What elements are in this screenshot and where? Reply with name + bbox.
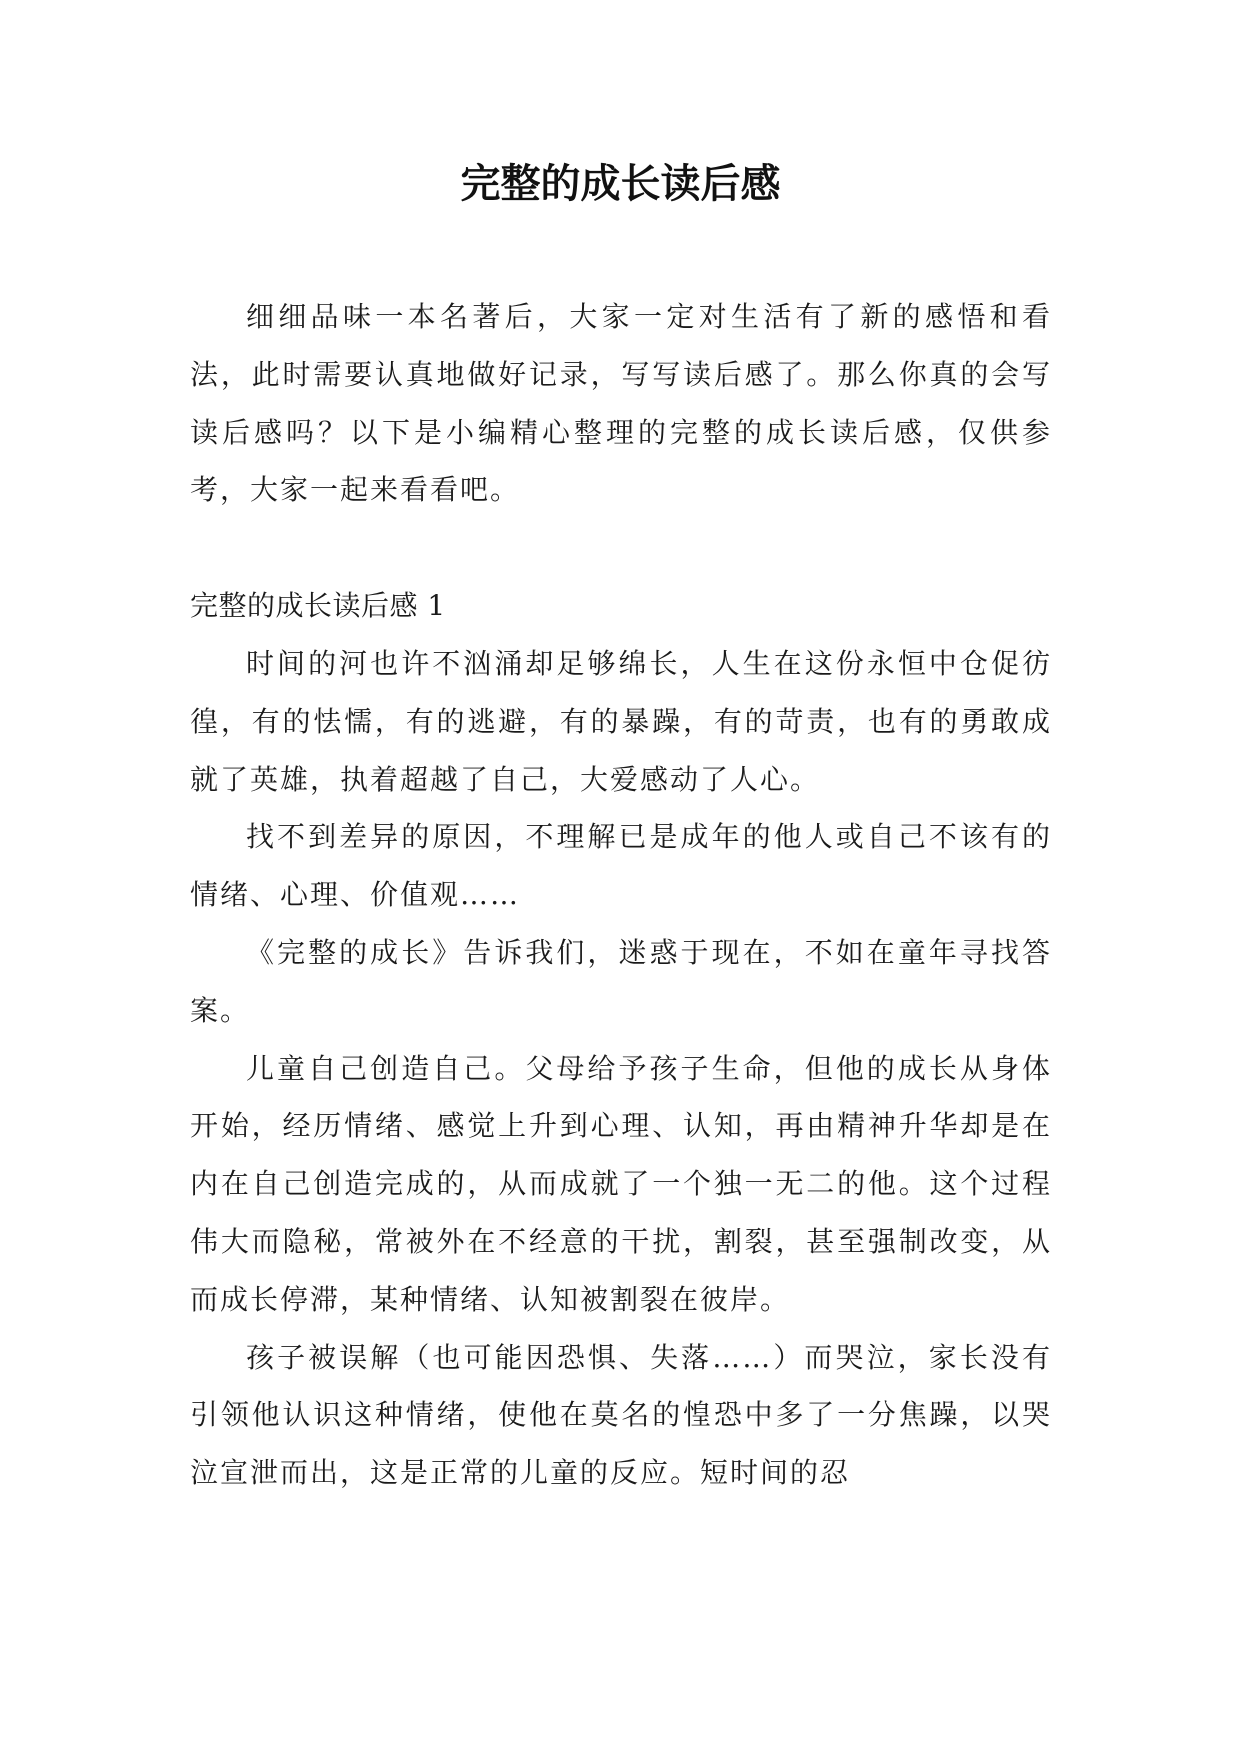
document-body: [190, 288, 1052, 1502]
body-paragraph: 找不到差异的原因，不理解已是成年的他人或自己不该有的情绪、心理、价值观……: [190, 820, 1052, 912]
body-paragraph: 时间的河也许不汹涌却足够绵长，人生在这份永恒中仓促彷徨，有的怯懦，有的逃避，有的暴躁，有的苛责，也有的勇敢成就了英雄，执着超越了自己，大爱感动了人心。: [190, 646, 1052, 796]
body-paragraph: 《完整的成长》告诉我们，迷惑于现在，不如在童年寻找答案。: [190, 935, 1052, 1027]
document-title: 完整的成长读后感: [460, 161, 781, 207]
body-paragraph: 儿童自己创造自己。父母给予孩子生命，但他的成长从身体开始，经历情绪、感觉上升到心理、认知，再由精神升华却是在内在自己创造完成的，从而成就了一个独一无二的他。这个过程伟大而隐秘，常被外在不经意的干扰，割裂，甚至强制改变，从而成长停滞，某种情绪、认知被割裂在彼岸。: [190, 1051, 1052, 1316]
section-heading: 完整的成长读后感 1: [190, 589, 446, 623]
intro-paragraph: 细细品味一本名著后，大家一定对生活有了新的感悟和看法，此时需要认真地做好记录，写写读后感了。那么你真的会写读后感吗？以下是小编精心整理的完整的成长读后感，仅供参考，大家一起来看看吧。: [190, 300, 1052, 507]
body-paragraph: 孩子被误解（也可能因恐惧、失落……）而哭泣，家长没有引领他认识这种情绪，使他在莫名的惶恐中多了一分焦躁，以哭泣宣泄而出，这是正常的儿童的反应。短时间的忍: [190, 1340, 1052, 1490]
